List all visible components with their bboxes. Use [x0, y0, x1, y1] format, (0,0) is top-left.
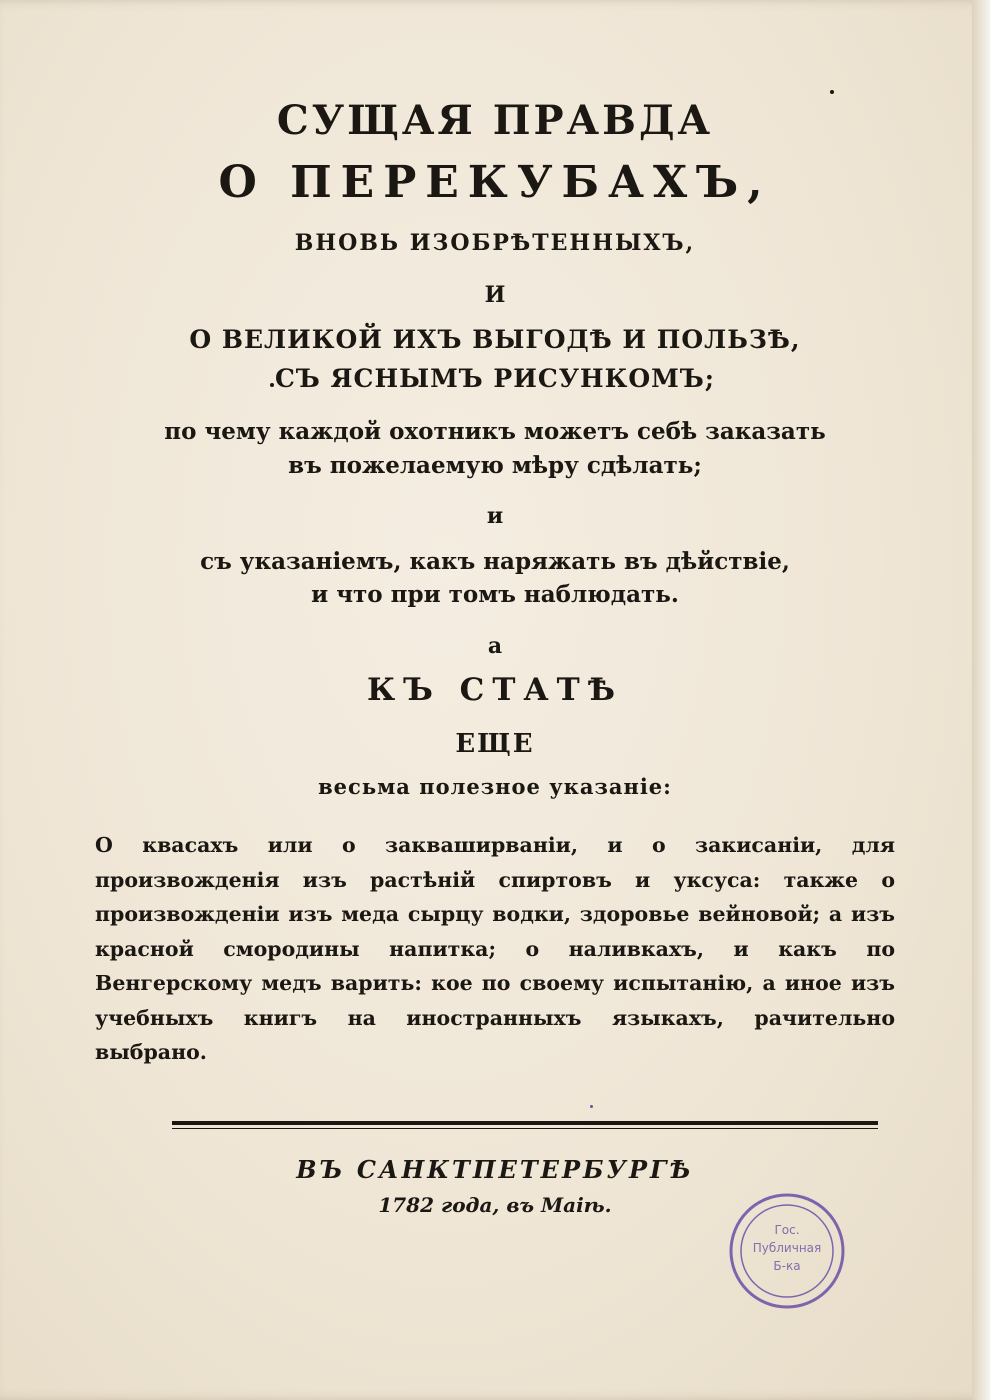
- subtitle-line-11: и что при томъ наблюдать.: [311, 581, 679, 608]
- subtitle-line-7: по чему каждой охотникъ можетъ себѣ заказать: [164, 418, 826, 445]
- subtitle-line-9: и: [486, 503, 504, 529]
- subtitle-line-12: а: [487, 633, 503, 659]
- ink-speck: [590, 1105, 593, 1108]
- subtitle-line-3: ВНОВЬ ИЗОБРѢТЕННЫХЪ,: [294, 230, 696, 256]
- subtitle-line-6: СЪ ЯСНЫМЪ РИСУНКОМЪ;: [275, 364, 715, 393]
- subtitle-line-15: весьма полезное указаніе:: [318, 774, 672, 799]
- library-stamp-icon: [726, 1190, 848, 1312]
- ink-speck: [270, 383, 274, 387]
- imprint-date: 1782 года, въ Маіѣ.: [378, 1193, 612, 1217]
- divider-rule-thin: [172, 1128, 878, 1129]
- subtitle-line-14: ЕЩЕ: [455, 729, 535, 759]
- subtitle-line-8: въ пожелаемую мѣру сдѣлать;: [288, 452, 702, 479]
- title-line-1: СУЩАЯ ПРАВДА: [276, 97, 714, 144]
- subtitle-line-10: съ указаніемъ, какъ наряжать въ дѣйствіе,: [200, 548, 790, 575]
- subtitle-line-4: И: [484, 282, 506, 308]
- subtitle-line-13: КЪ СТАТѢ: [367, 672, 623, 708]
- svg-text:Б-ка: Б-ка: [773, 1259, 801, 1273]
- svg-text:Гос.: Гос.: [774, 1223, 800, 1237]
- subtitle-line-5: О ВЕЛИКОЙ ИХЪ ВЫГОДѢ И ПОЛЬЗѢ,: [189, 325, 801, 354]
- title-line-2: О ПЕРЕКУБАХЪ,: [218, 157, 772, 208]
- ink-speck: [830, 90, 834, 94]
- imprint-place: ВЪ САНКТПЕТЕРБУРГѢ: [296, 1155, 694, 1184]
- description-paragraph: О квасахъ или о закваширваніи, и о закисаніи, для произвожденія изъ растѣній спиртовъ и уксуса: также о произвожденіи изъ меда сырцу водки, здоровье вейновой; а изъ красной смородины напитка; о наливкахъ, и какъ по Венгерскому медъ варить: кое по своему испытанію, а иное изъ учебныхъ книгъ на иностранныхъ языкахъ, рачительно выбрано.: [95, 833, 895, 1064]
- divider-rule-thick: [172, 1121, 878, 1125]
- svg-text:Публичная: Публичная: [752, 1241, 822, 1255]
